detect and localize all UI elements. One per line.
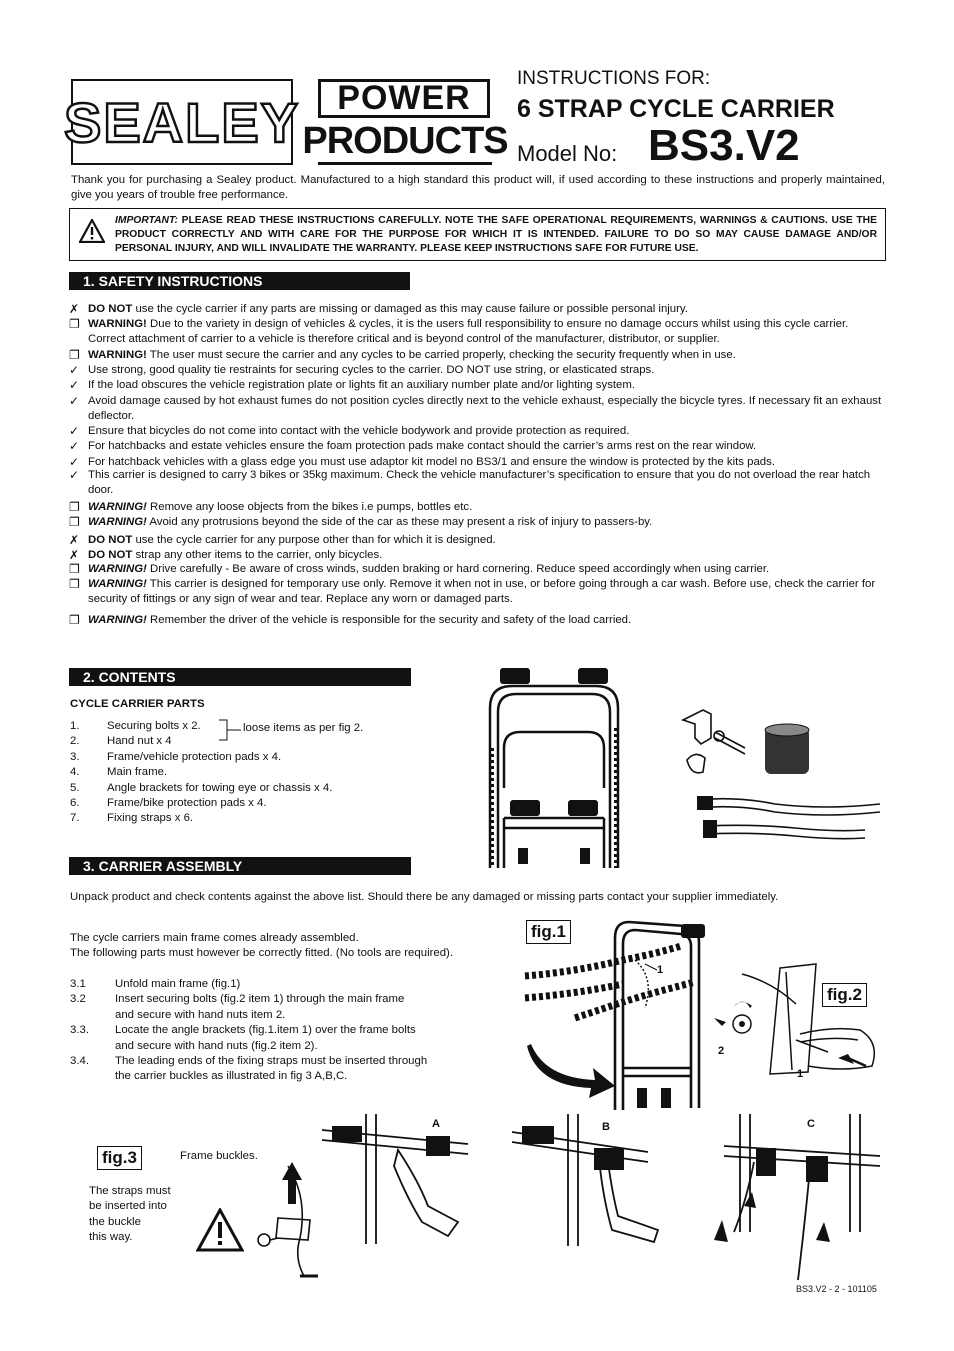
safety-item-body: Avoid damage caused by hot exhaust fumes do not position cycles directly next to the vehicle exhaust, especially the bicycle tyres. If necessary fit an exhaust deflector. [88, 395, 882, 422]
contents-item-text: Frame/vehicle protection pads x 4. [107, 750, 282, 763]
important-label: IMPORTANT: [115, 215, 178, 226]
safety-item-keyword: WARNING! [88, 318, 147, 330]
safety-item-text [88, 468, 888, 498]
safety-item-keyword: DO NOT [88, 534, 133, 546]
assembly-step-text: and secure with hand nuts (fig.2 item 2). [115, 1039, 318, 1052]
fig1-label: fig.1 [526, 920, 571, 944]
safety-item-keyword: WARNING! [88, 501, 147, 513]
safety-item-text [88, 302, 888, 317]
instructions-for-label: INSTRUCTIONS FOR: [517, 68, 711, 89]
check-icon: ✓ [69, 439, 80, 453]
contents-item-text: Securing bolts x 2. [107, 720, 201, 732]
warning-box-icon: ❐ [69, 562, 80, 576]
contents-heading: 2. CONTENTS [69, 668, 411, 686]
important-body: PLEASE READ THESE INSTRUCTIONS CAREFULLY. NOTE THE SAFE OPERATIONAL REQUIREMENTS, WARNINGS & CAUTIONS. USE THE PRODUCT CORRECTLY AND WITH CARE FOR THE PURPOSE FOR WHICH IT IS INTENDED. FAILURE TO DO SO MAY CAUSE DAMAGE AND/OR PERSONAL INJURY, AND WILL INVALIDATE THE WARRANTY. PLEASE KEEP INSTRUCTIONS SAFE FOR FUTURE USE. [115, 215, 877, 254]
assembly-step-number: 3.2 [70, 993, 86, 1006]
safety-item-keyword: WARNING! [88, 563, 147, 575]
loose-items-note: loose items as per fig 2. [243, 722, 364, 734]
safety-item-body: This carrier is designed to carry 3 bikes or 35kg maximum. Check the vehicle manufacturer’s specification to ensure that you do not overload the rear hatch door. [88, 469, 871, 496]
contents-subheading: CYCLE CARRIER PARTS [70, 698, 205, 710]
safety-item-text [88, 562, 888, 577]
straps-note [89, 1184, 171, 1246]
fig3-panel-c-illustration [710, 1112, 890, 1282]
model-number: BS3.V2 [648, 121, 800, 170]
main-frame-illustration [470, 668, 638, 878]
assembly-step-text: Unfold main frame (fig.1) [115, 978, 241, 990]
safety-item-text [88, 548, 888, 563]
check-icon: ✓ [69, 455, 80, 469]
check-icon: ✓ [69, 424, 80, 438]
assembly-step-text: Insert securing bolts (fig.2 item 1) through the main frame [115, 993, 405, 1006]
warning-box-icon: ❐ [69, 577, 80, 591]
safety-heading: 1. SAFETY INSTRUCTIONS [69, 272, 410, 290]
safety-item-text [88, 348, 888, 363]
safety-item-body: Drive carefully - Be aware of cross winds, sudden braking or hard cornering. Reduce speed accordingly when using carrier. [146, 563, 770, 575]
frame-buckles-label: Frame buckles. [180, 1150, 258, 1162]
unpack-text: Unpack product and check contents against the above list. Should there be any damaged or missing parts contact your supplier immediately. [70, 891, 779, 903]
safety-item-text [88, 424, 888, 439]
safety-item-text [88, 613, 888, 628]
fig3-panel-a-illustration [318, 1110, 483, 1245]
assembly-step-text: the carrier buckles as illustrated in fig 3 A,B,C. [115, 1070, 348, 1083]
safety-item-body: Ensure that bicycles do not come into contact with the vehicle bodywork and provide protection as required. [88, 425, 630, 437]
assembly-step-number: 3.1 [70, 978, 86, 990]
safety-item-body: For hatchback vehicles with a glass edge you must use adaptor kit model no BS3/1 and ensure the window is protected by the kits pads. [88, 456, 775, 468]
straps-note-line: be inserted into [89, 1200, 167, 1213]
straps-note-line: this way. [89, 1231, 133, 1244]
assembly-step-text: and secure with hand nuts item 2. [115, 1008, 286, 1021]
safety-item-keyword: WARNING! [88, 578, 147, 590]
assembly-step-text: Locate the angle brackets (fig.1.item 1) over the frame bolts [115, 1024, 416, 1037]
assembly-heading: 3. CARRIER ASSEMBLY [69, 857, 411, 875]
safety-item-body: use the cycle carrier for any purpose other than for which it is designed. [132, 534, 496, 546]
logo-underline [318, 162, 492, 165]
product-name: 6 STRAP CYCLE CARRIER [517, 95, 835, 123]
check-icon: ✓ [69, 378, 80, 392]
contents-item-text: Fixing straps x 6. [107, 812, 194, 825]
caution-triangle-icon [196, 1208, 244, 1252]
important-text [115, 214, 877, 256]
safety-item-text [88, 577, 888, 607]
safety-item-body: Remember the driver of the vehicle is responsible for the security and safety of the load carried. [146, 614, 632, 626]
safety-item-body: Remove any loose objects from the bikes i.e pumps, bottles etc. [146, 501, 473, 513]
check-icon: ✓ [69, 468, 80, 482]
panel-c-label: C [807, 1118, 815, 1130]
safety-item-body: use the cycle carrier if any parts are missing or damaged as this may cause failure or possible personal injury. [132, 303, 688, 315]
contents-item-text: Main frame. [107, 766, 168, 779]
safety-item-keyword: WARNING! [88, 614, 147, 626]
safety-item-body: For hatchbacks and estate vehicles ensure the foam protection pads make contact should the carrier’s arms rest on the rear window. [88, 440, 757, 452]
safety-item-body: Avoid any protrusions beyond the side of the car as these may present a risk of injury to passers-by. [146, 516, 653, 528]
power-products-logo-products: PRODUCTS [302, 119, 508, 162]
straps-note-line: the buckle [89, 1215, 141, 1228]
warning-box-icon: ❐ [69, 515, 80, 529]
warning-box-icon: ❐ [69, 348, 80, 362]
page-footer: BS3.V2 - 2 - 101105 [796, 1284, 877, 1294]
cross-icon: ✗ [69, 302, 80, 316]
safety-item-text [88, 515, 888, 530]
cross-icon: ✗ [69, 533, 80, 547]
fig2-label: fig.2 [822, 983, 867, 1007]
model-label: Model No: [517, 141, 618, 166]
safety-item-keyword: DO NOT [88, 303, 133, 315]
buckle-insert-illustration [248, 1158, 328, 1280]
straps-note-line: The straps must [89, 1185, 171, 1197]
warning-box-icon: ❐ [69, 317, 80, 331]
assembly-step-text: The leading ends of the fixing straps must be inserted through [115, 1054, 428, 1067]
check-icon: ✓ [69, 394, 80, 408]
sealey-logo [63, 79, 301, 165]
fig2-item1-label: 1 [797, 1068, 804, 1080]
safety-item-text [88, 533, 888, 548]
assembly-para2: The following parts must however be correctly fitted. (No tools are required). [70, 947, 454, 959]
contents-item-text: Angle brackets for towing eye or chassis x 4. [107, 781, 333, 794]
warning-triangle-icon [79, 219, 105, 243]
fig1-item-label: 1 [657, 964, 664, 976]
contents-item-number: 3. [70, 750, 80, 763]
sealey-logo-text: SEALEY [63, 90, 301, 154]
safety-item-body: Due to the variety in design of vehicles & cycles, it is the users full responsibility to ensure no damage occurs whilst using this cycle carrier. Correct attachment of carrier to a vehicle is therefore critical and is beyond control of the manufacturer, distributor, or supplier. [88, 318, 849, 345]
contents-item-number: 6. [70, 796, 80, 809]
contents-item-number: 5. [70, 781, 80, 794]
contents-item-number: 7. [70, 812, 80, 825]
contents-item-number: 1. [70, 720, 80, 732]
safety-item-body: The user must secure the carrier and any cycles to be carried properly, checking the security frequently when in use. [146, 349, 736, 361]
assembly-step-number: 3.3. [70, 1024, 89, 1037]
safety-item-body: This carrier is designed for temporary use only. Remove it when not in use, or before going through a car wash. Before use, check the carrier for security of fittings or any sign of wear and tear. Replace any worn or damaged parts. [88, 578, 876, 605]
check-icon: ✓ [69, 363, 80, 377]
panel-b-label: B [602, 1121, 610, 1133]
loose-items-bracket [217, 719, 243, 741]
safety-item-keyword: WARNING! [88, 349, 147, 361]
contents-item-number: 2. [70, 735, 80, 748]
contents-item-text: Hand nut x 4 [107, 735, 172, 748]
safety-item-text [88, 378, 888, 393]
safety-item-text [88, 394, 888, 424]
warning-box-icon: ❐ [69, 613, 80, 627]
safety-item-keyword: DO NOT [88, 549, 133, 561]
safety-item-body: If the load obscures the vehicle registration plate or lights fit an auxiliary number plate and/or lighting system. [88, 379, 636, 391]
intro-paragraph: Thank you for purchasing a Sealey product. Manufactured to a high standard this product will, if used according to these instructions and properly maintained, give you years of trouble free performance. [71, 174, 885, 201]
panel-a-label: A [432, 1118, 440, 1130]
contents-item-text: Frame/bike protection pads x 4. [107, 796, 267, 809]
fig2-illustration [712, 962, 892, 1082]
safety-item-text [88, 500, 888, 515]
fig3-panel-b-illustration [508, 1112, 663, 1247]
safety-item-text [88, 317, 888, 347]
cross-icon: ✗ [69, 548, 80, 562]
contents-item-number: 4. [70, 766, 80, 779]
loose-parts-illustration [675, 700, 885, 850]
fig3-label: fig.3 [97, 1146, 142, 1170]
safety-item-body: strap any other items to the carrier, only bicycles. [132, 549, 383, 561]
power-products-logo-power: POWER [318, 79, 490, 118]
assembly-step-number: 3.4. [70, 1054, 89, 1067]
safety-item-text [88, 439, 888, 454]
safety-item-body: Use strong, good quality tie restraints for securing cycles to the carrier. DO NOT use string, or elasticated straps. [88, 364, 655, 376]
assembly-para1: The cycle carriers main frame comes already assembled. [70, 932, 359, 944]
safety-item-keyword: WARNING! [88, 516, 147, 528]
fig1-illustration [505, 918, 725, 1114]
fig2-item2-label: 2 [718, 1045, 725, 1057]
important-notice [69, 208, 886, 261]
warning-box-icon: ❐ [69, 500, 80, 514]
safety-item-text [88, 363, 888, 378]
